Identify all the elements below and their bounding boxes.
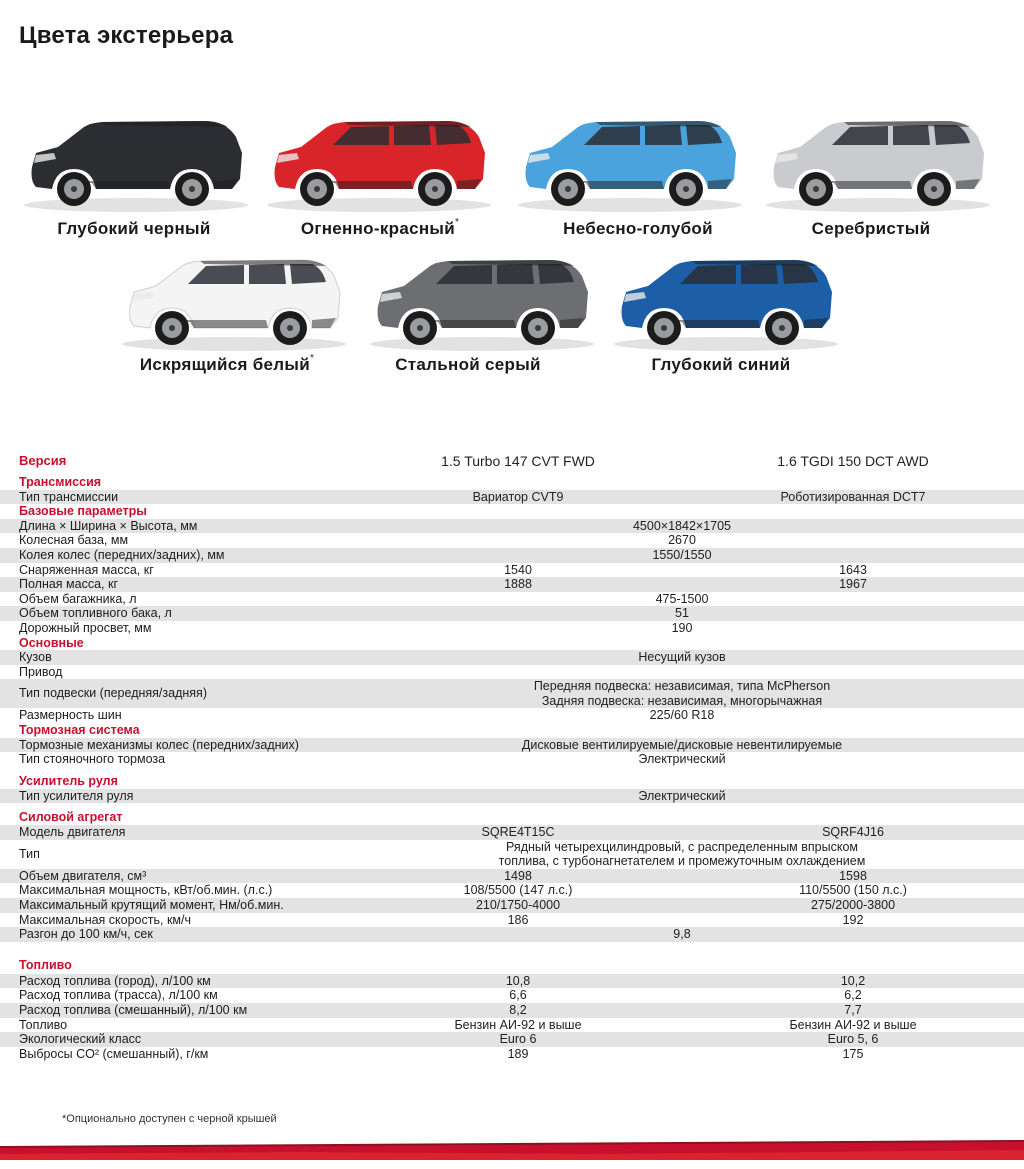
car-stalnoy-sery xyxy=(364,236,594,356)
car-iskryashchiysya-bely xyxy=(116,236,346,356)
car-ognenno-krasny xyxy=(261,97,491,217)
table-row: Расход топлива (трасса), л/100 км 6,6 6,2 xyxy=(19,988,862,1003)
car-illustration xyxy=(512,97,742,217)
section-title: Силовой агрегат xyxy=(19,810,123,825)
table-row: Размерность шин 225/60 R18 xyxy=(19,708,715,723)
table-row: Тип трансмиссии Вариатор CVT9 Роботизированная DCT7 xyxy=(0,490,1024,505)
table-row: Тормозные механизмы колес (передних/задних) Дисковые вентилируемые/дисковые невентилируемые xyxy=(0,738,1024,753)
car-illustration xyxy=(608,236,838,356)
version-label: Версия xyxy=(19,453,67,468)
car-nebesno-goluboy xyxy=(512,97,742,217)
section-title: Тормозная система xyxy=(19,722,140,737)
section-title: Базовые параметры xyxy=(19,504,147,519)
table-row: Тип подвески (передняя/задняя) Передняя подвеска: независимая, типа McPherson Задняя подвеска: независимая, многорычажная xyxy=(0,679,1024,708)
table-row: Тип стояночного тормоза Электрический xyxy=(19,752,726,767)
table-row: Тип усилителя руля Электрический xyxy=(0,789,1024,804)
color-label: Серебристый xyxy=(811,219,931,238)
table-row: Топливо Бензин АИ-92 и выше Бензин АИ-92 и выше xyxy=(19,1017,917,1032)
table-row: Объем топливного бака, л 51 xyxy=(0,606,1024,621)
car-illustration xyxy=(760,97,990,217)
page-title: Цвета экстерьера xyxy=(19,22,234,49)
color-label: Искрящийся белый* xyxy=(139,353,315,374)
car-illustration xyxy=(364,236,594,356)
color-label: Глубокий синий xyxy=(651,355,791,374)
table-row: Привод xyxy=(19,664,63,679)
table-row: Максимальная скорость, км/ч 186 192 xyxy=(19,912,864,927)
table-row: Объем двигателя, см³ 1498 1598 xyxy=(0,869,1024,884)
car-serebristy xyxy=(760,97,990,217)
color-label: Небесно-голубой xyxy=(563,219,713,238)
table-row: Выбросы CO² (смешанный), г/км 189 175 xyxy=(19,1046,864,1061)
version-1: 1.5 Turbo 147 CVT FWD xyxy=(441,453,595,469)
version-row xyxy=(0,447,1024,475)
table-row: Полная масса, кг 1888 1967 xyxy=(0,577,1024,592)
table-row: Снаряженная масса, кг 1540 1643 xyxy=(19,562,867,577)
car-glubokiy-cherny xyxy=(18,97,248,217)
table-row: Расход топлива (смешанный), л/100 км 8,2 7,7 xyxy=(0,1003,1024,1018)
table-row: Модель двигателя SQRE4T15C SQRF4J16 xyxy=(0,825,1024,840)
car-illustration xyxy=(116,236,346,356)
table-row: Расход топлива (город), л/100 км 10,8 10,2 xyxy=(0,974,1024,989)
car-illustration xyxy=(261,97,491,217)
table-row: Экологический класс Euro 6 Euro 5, 6 xyxy=(0,1032,1024,1047)
car-glubokiy-siniy xyxy=(608,236,838,356)
car-illustration xyxy=(18,97,248,217)
table-row: Максимальный крутящий момент, Нм/об.мин. 210/1750-4000 275/2000-3800 xyxy=(0,898,1024,913)
specs-table xyxy=(0,447,1024,1061)
section-title: Усилитель руля xyxy=(19,773,118,788)
table-row: Кузов Несущий кузов xyxy=(0,650,1024,665)
footnote: *Опционально доступен с черной крышей xyxy=(62,1113,277,1125)
table-row: Тип Рядный четырехцилиндровый, с распределенным впрыском топлива, с турбонагнетателем и промежуточным охлаждением xyxy=(19,839,866,869)
version-2: 1.6 TGDI 150 DCT AWD xyxy=(777,453,929,469)
table-row: Максимальная мощность, кВт/об.мин. (л.с.) 108/5500 (147 л.с.) 110/5500 (150 л.с.) xyxy=(19,883,907,898)
table-row: Разгон до 100 км/ч, сек 9,8 xyxy=(0,927,1024,942)
color-label: Глубокий черный xyxy=(57,219,211,238)
color-label: Огненно-красный* xyxy=(300,217,460,238)
table-row: Дорожный просвет, мм 190 xyxy=(19,620,693,635)
color-label: Стальной серый xyxy=(395,355,541,374)
decorative-stripe xyxy=(0,1138,1024,1160)
table-row: Колесная база, мм 2670 xyxy=(19,533,696,548)
section-title: Трансмиссия xyxy=(19,475,102,489)
table-row: Колея колес (передних/задних), мм 1550/1550 xyxy=(0,548,1024,563)
table-row: Объем багажника, л 475-1500 xyxy=(19,591,709,606)
section-title: Основные xyxy=(19,635,84,650)
table-row: Длина × Ширина × Высота, мм 4500×1842×1705 xyxy=(0,519,1024,534)
section-title: Топливо xyxy=(19,957,72,972)
